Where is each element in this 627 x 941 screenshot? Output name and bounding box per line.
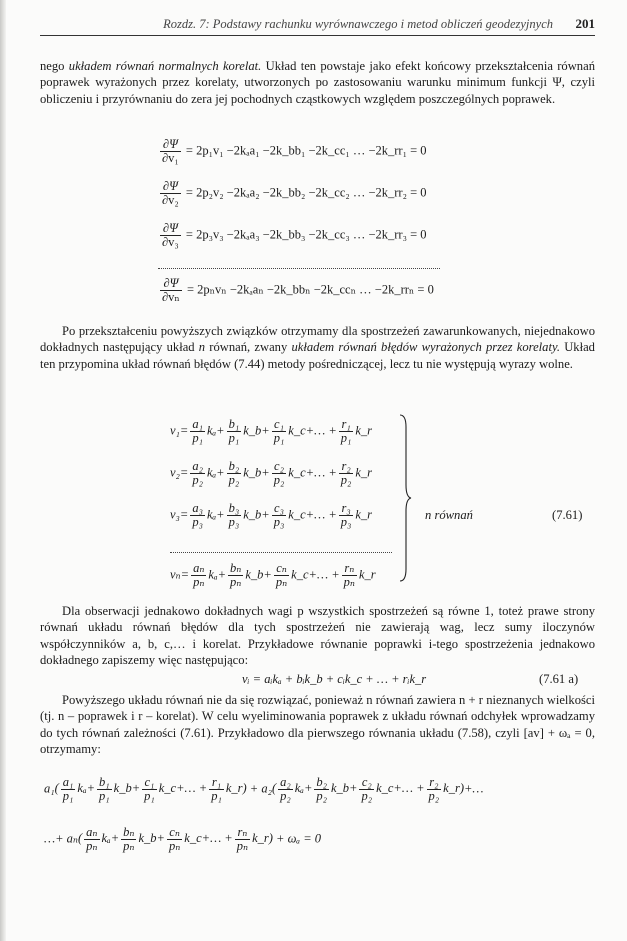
coefficient-fraction <box>97 776 112 803</box>
equation-lhs: v₁= <box>170 423 189 438</box>
fraction-numerator: r₁ <box>209 776 224 790</box>
fraction-denominator: p₁ <box>228 431 240 445</box>
para2-text-2: równań, zwany <box>205 340 292 355</box>
para2-italic-n: n <box>198 340 206 355</box>
fraction-denominator: p₁ <box>211 789 222 803</box>
correlate-term: kₐ+ <box>206 465 225 480</box>
fraction-denominator: p₁ <box>340 431 352 445</box>
fraction-denominator: pₙ <box>86 839 98 853</box>
correlate-term: kₐ+ <box>206 423 225 438</box>
final-prefix-1: a₁ <box>44 781 55 796</box>
coefficient-fraction <box>61 776 76 803</box>
coefficient-fraction <box>339 460 354 487</box>
fraction-numerator: c₃ <box>272 502 287 516</box>
correlate-term: k_c+… + <box>288 507 337 522</box>
parenthesized-group <box>78 825 273 853</box>
coefficient-fraction <box>342 562 357 589</box>
fraction-numerator: cₙ <box>167 826 182 840</box>
derivative-rhs: = 2pₙvₙ −2kₐaₙ −2k_bbₙ −2k_ccₙ … −2k_rrₙ = 0 <box>186 282 434 297</box>
system-equation-4 <box>170 562 376 589</box>
final-line1-end: +… <box>464 781 484 796</box>
fraction-numerator: b₃ <box>228 501 240 515</box>
fraction-denominator: p₂ <box>192 473 203 487</box>
coefficient-fraction <box>272 460 287 487</box>
fraction-numerator: a₂ <box>192 459 203 473</box>
coefficient-fraction <box>278 776 293 803</box>
fraction-numerator: r₁ <box>339 418 354 432</box>
system-equation-3 <box>170 502 372 529</box>
fraction-denominator: p₃ <box>273 515 285 529</box>
para2-text-3: Układ ten przypomina układ równań błędów (7.44) metody pośredniczącej, lecz tu nie występują wyrazy wolne. <box>40 340 595 371</box>
coefficient-fraction <box>84 826 99 853</box>
correlate-term: k_c+… + <box>291 567 340 582</box>
fraction-numerator: r₃ <box>339 502 354 516</box>
fraction-numerator: r₂ <box>427 776 442 790</box>
fraction-denominator: p₃ <box>228 515 240 529</box>
dotted-separator <box>170 552 392 553</box>
fraction-numerator: c₂ <box>359 776 374 790</box>
paragraph-4: Powyższego układu równań nie da się rozwiązać, ponieważ n równań zawiera n + r nieznanych wielkości (tj. n – poprawek i r – korelat). W celu wyeliminowania poprawek z układu równań odchyłek wprowadzamy do tych równań zależności (7.61). Przykładowo dla pierwszego równania układu (7.58), czyli [av] + ωₐ = 0, otrzymamy: <box>40 693 595 757</box>
coefficient-fraction <box>227 502 242 529</box>
correlate-term: kₐ+ <box>206 507 225 522</box>
fraction-denominator: p₂ <box>361 789 373 803</box>
equation-number-7-61a: (7.61 a) <box>539 672 579 686</box>
correlate-term: k_c+… + <box>158 781 208 796</box>
para2-text-1: Po przekształceniu powyższych związków otrzymamy dla spostrzeżeń zawarunkowanych, niejednakowo dokładnych następujący układ <box>40 324 595 355</box>
running-header <box>40 15 595 36</box>
paragraph-2 <box>40 323 595 372</box>
coefficient-fraction <box>227 460 242 487</box>
fraction-denominator: p₁ <box>99 789 110 803</box>
fraction-numerator: bₙ <box>123 825 135 839</box>
plus: + <box>246 781 262 796</box>
correlate-term: k_b+ <box>243 507 270 522</box>
paren-close: ) <box>268 831 273 846</box>
derivative-eq-2 <box>158 180 427 207</box>
correlate-term: k_b+ <box>243 423 270 438</box>
system-label-text: n równań <box>425 508 473 522</box>
right-brace <box>398 413 412 583</box>
correlate-term: k_b+ <box>243 465 270 480</box>
fraction-numerator: c₁ <box>272 418 287 432</box>
coefficient-fraction <box>227 418 242 445</box>
fraction-numerator: bₙ <box>230 561 242 575</box>
correlate-term: k_r <box>252 831 269 846</box>
fraction-numerator: b₁ <box>228 417 240 431</box>
fraction-denominator: p₂ <box>228 473 240 487</box>
fraction-denominator: pₙ <box>168 839 181 853</box>
correlate-term: k_b+ <box>138 831 165 846</box>
fraction-numerator: b₂ <box>228 459 240 473</box>
correlate-term: k_r <box>225 781 243 796</box>
fraction-denominator: p₃ <box>192 515 203 529</box>
fraction-numerator: b₂ <box>316 775 327 789</box>
equation-7-61a: vᵢ = aᵢkₐ + bᵢk_b + cᵢk_c + … + rᵢk_r <box>242 672 427 686</box>
page-number: 201 <box>575 16 595 31</box>
fraction-denominator: p₃ <box>340 515 352 529</box>
fraction-numerator: b₁ <box>99 775 110 789</box>
coefficient-fraction <box>235 826 250 853</box>
fraction-denominator: pₙ <box>343 575 355 589</box>
coefficient-fraction <box>339 502 354 529</box>
fraction-denominator: p₂ <box>340 473 352 487</box>
final-eq-line-1 <box>44 776 484 803</box>
fraction-denominator: p₂ <box>273 473 285 487</box>
correlate-term: k_c+… + <box>288 465 337 480</box>
fraction-denominator: pₙ <box>123 839 135 853</box>
fraction-numerator: aₙ <box>86 825 98 839</box>
coefficient-fraction <box>359 776 374 803</box>
derivative-fraction: $\frac{\partial\Psi}{\text{∂vₙ}}$ <box>162 276 180 304</box>
final-eq-line-2 <box>44 826 321 853</box>
fraction-numerator: a₂ <box>280 775 291 789</box>
derivative-rhs: = 2p₂v₂ −2kₐa₂ −2k_bb₂ −2k_cc₂ … −2k_rr₂ = 0 <box>185 185 427 200</box>
paren-close: ) <box>242 781 247 796</box>
coefficient-fraction <box>190 460 205 487</box>
correlate-term: k_r <box>443 781 460 796</box>
fraction-numerator: r₂ <box>339 460 354 474</box>
fraction-denominator: p₂ <box>428 789 440 803</box>
coefficient-fraction <box>142 776 157 803</box>
fraction-denominator: p₁ <box>192 431 203 445</box>
correlate-term: kₐ+ <box>208 567 227 582</box>
derivative-fraction: $\frac{\partial\Psi}{\text{∂v₁}}$ <box>162 137 179 165</box>
paren-open: ( <box>271 781 277 796</box>
fraction-numerator: cₙ <box>274 562 289 576</box>
correlate-term: k_b+ <box>113 781 141 796</box>
fraction-denominator: p₁ <box>144 789 155 803</box>
header-title: Rozdz. 7: Podstawy rachunku wyrównawczego i metod obliczeń geodezyjnych <box>163 17 553 31</box>
fraction-numerator: c₁ <box>142 776 157 790</box>
system-equation-1 <box>170 418 372 445</box>
derivative-rhs: = 2p₃v₃ −2kₐa₃ −2k_bb₃ −2k_cc₃ … −2k_rr₃ = 0 <box>185 227 427 242</box>
para1-italic-term: układem równań normalnych korelat. <box>68 59 262 73</box>
dotted-separator <box>158 268 440 269</box>
correlate-term: kₐ+ <box>101 831 120 846</box>
coefficient-fraction <box>209 776 224 803</box>
final-line2-prefix: …+ aₙ <box>44 831 78 846</box>
equation-number-7-61: (7.61) <box>552 508 583 522</box>
para2-italic-term: układem równań błędów wyrażonych przez korelaty. <box>291 340 560 355</box>
coefficient-fraction <box>314 776 329 803</box>
correlate-term: k_r <box>355 423 373 438</box>
para1-text-1: nego <box>40 59 69 73</box>
coefficient-fraction <box>272 502 287 529</box>
fraction-denominator: pₙ <box>193 575 205 589</box>
equation-lhs: vₙ= <box>170 567 190 582</box>
coefficient-fraction <box>272 418 287 445</box>
paren-open: ( <box>54 781 59 796</box>
coefficient-fraction <box>339 418 354 445</box>
coefficient-fraction <box>427 776 442 803</box>
derivative-fraction: $\frac{\partial\Psi}{\text{∂v₂}}$ <box>162 179 179 207</box>
fraction-numerator: aₙ <box>193 561 205 575</box>
fraction-denominator: p₂ <box>316 789 327 803</box>
derivative-rhs: = 2p₁v₁ −2kₐa₁ −2k_bb₁ −2k_cc₁ … −2k_rr₁ = 0 <box>185 143 427 158</box>
coefficient-fraction <box>167 826 182 853</box>
correlate-term: k_b+ <box>245 567 272 582</box>
fraction-numerator: a₁ <box>62 775 74 789</box>
fraction-numerator: a₁ <box>192 417 203 431</box>
parenthesized-group <box>54 775 247 803</box>
correlate-term: k_c+… + <box>288 423 337 438</box>
coefficient-fraction <box>121 826 136 853</box>
fraction-denominator: pₙ <box>230 575 242 589</box>
fraction-numerator: rₙ <box>342 562 357 576</box>
correlate-term: k_r <box>355 465 373 480</box>
fraction-denominator: pₙ <box>236 839 249 853</box>
final-line2-end: + ωₐ = 0 <box>272 831 322 846</box>
derivative-fraction: $\frac{\partial\Psi}{\text{∂v₃}}$ <box>162 221 179 249</box>
fraction-denominator: p₁ <box>273 431 285 445</box>
derivative-eq-3 <box>158 222 427 249</box>
fraction-denominator: p₂ <box>280 789 291 803</box>
paren-open: ( <box>78 831 83 846</box>
correlate-term: k_c+… + <box>376 781 425 796</box>
derivative-eq-n <box>158 277 434 304</box>
coefficient-fraction <box>191 562 206 589</box>
correlate-term: kₐ+ <box>294 781 313 796</box>
parenthesized-group <box>271 775 464 803</box>
system-label <box>425 508 473 523</box>
equation-lhs: v₂= <box>170 465 189 480</box>
paragraph-1 <box>40 58 595 107</box>
correlate-term: kₐ+ <box>77 781 96 796</box>
equation-lhs: v₃= <box>170 507 189 522</box>
final-prefix-2: a₂ <box>261 781 272 796</box>
paragraph-3: Dla obserwacji jednakowo dokładnych wagi p wszystkich spostrzeżeń są równe 1, toteż prawe strony równań układu równań błędów dla tych spostrzeżeń nie zawierają wag, lecz sumy iloczynów współczynników a, b, c,… i korelat. Przykładowe równanie poprawki i-tego spostrzeżenia jednakowo dokładnego zapiszemy więc następująco: <box>40 604 595 668</box>
fraction-denominator: pₙ <box>275 575 288 589</box>
correlate-term: k_b+ <box>330 781 358 796</box>
fraction-denominator: p₁ <box>62 789 74 803</box>
fraction-numerator: rₙ <box>235 826 250 840</box>
fraction-numerator: a₃ <box>192 501 203 515</box>
system-equation-2 <box>170 460 372 487</box>
coefficient-fraction <box>228 562 243 589</box>
correlate-term: k_r <box>355 507 373 522</box>
para1-text-2: Układ ten powstaje jako efekt końcowy przekształcenia równań poprawek wyrażonych przez korelaty, utworzonych po zastosowaniu warunku minimum funkcji Ψ, czyli obliczeniu i przyrównaniu do zera jej pochodnych cząstkowych względem poszczególnych poprawek. <box>40 59 595 106</box>
coefficient-fraction <box>190 502 205 529</box>
derivative-eq-1 <box>158 138 427 165</box>
correlate-term: k_r <box>358 567 376 582</box>
coefficient-fraction <box>190 418 205 445</box>
coefficient-fraction <box>274 562 289 589</box>
paren-close: ) <box>459 781 464 796</box>
fraction-numerator: c₂ <box>272 460 287 474</box>
correlate-term: k_c+… + <box>184 831 233 846</box>
scan-edge-shadow <box>0 0 6 941</box>
